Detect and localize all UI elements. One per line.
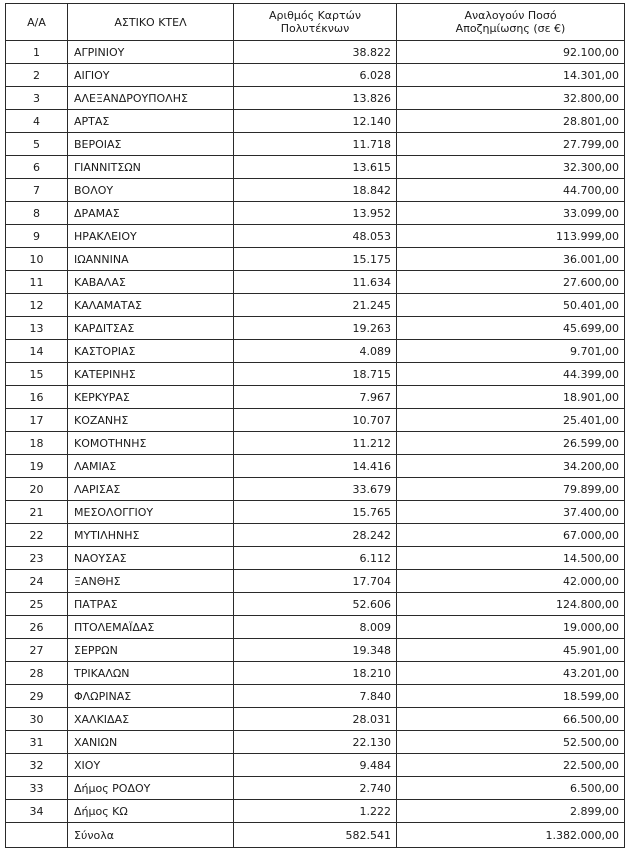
table-row [6,524,625,547]
table-body [6,41,625,823]
row-amount: 67.000,00 [397,524,625,547]
row-amount: 113.999,00 [397,225,625,248]
row-number: 33 [6,777,68,800]
row-cards: 18.715 [234,363,397,386]
row-cards: 38.822 [234,41,397,64]
row-ktel-name: ΒΟΛΟΥ [68,179,234,202]
row-number: 28 [6,662,68,685]
table-row [6,662,625,685]
row-number: 26 [6,616,68,639]
row-amount: 66.500,00 [397,708,625,731]
row-amount: 2.899,00 [397,800,625,823]
row-number: 24 [6,570,68,593]
row-number: 8 [6,202,68,225]
header-ktel: ΑΣΤΙΚΟ ΚΤΕΛ [68,4,234,41]
row-cards: 9.484 [234,754,397,777]
header-amount-line1: Αναλογούν Ποσό [464,9,557,22]
row-cards: 33.679 [234,478,397,501]
row-amount: 33.099,00 [397,202,625,225]
row-ktel-name: ΑΓΡΙΝΙΟΥ [68,41,234,64]
row-number: 3 [6,87,68,110]
table-row [6,616,625,639]
row-cards: 17.704 [234,570,397,593]
row-ktel-name: Δήμος ΚΩ [68,800,234,823]
row-ktel-name: ΚΟΖΑΝΗΣ [68,409,234,432]
row-ktel-name: ΓΙΑΝΝΙΤΣΩΝ [68,156,234,179]
row-cards: 15.175 [234,248,397,271]
row-amount: 45.901,00 [397,639,625,662]
table-row [6,363,625,386]
row-ktel-name: ΚΑΣΤΟΡΙΑΣ [68,340,234,363]
row-ktel-name: ΚΕΡΚΥΡΑΣ [68,386,234,409]
table-row [6,685,625,708]
row-ktel-name: ΚΑΛΑΜΑΤΑΣ [68,294,234,317]
row-number: 21 [6,501,68,524]
row-cards: 19.348 [234,639,397,662]
row-amount: 18.599,00 [397,685,625,708]
table-row [6,754,625,777]
totals-empty-cell [6,823,68,848]
row-amount: 79.899,00 [397,478,625,501]
row-cards: 10.707 [234,409,397,432]
row-cards: 28.242 [234,524,397,547]
table-row [6,409,625,432]
row-cards: 6.028 [234,64,397,87]
row-number: 25 [6,593,68,616]
totals-label: Σύνολα [68,823,234,848]
row-number: 27 [6,639,68,662]
row-amount: 124.800,00 [397,593,625,616]
row-number: 10 [6,248,68,271]
row-ktel-name: ΑΡΤΑΣ [68,110,234,133]
row-amount: 44.399,00 [397,363,625,386]
row-amount: 92.100,00 [397,41,625,64]
row-number: 34 [6,800,68,823]
row-cards: 15.765 [234,501,397,524]
row-ktel-name: ΛΑΜΙΑΣ [68,455,234,478]
row-number: 18 [6,432,68,455]
row-ktel-name: ΤΡΙΚΑΛΩΝ [68,662,234,685]
header-amount [397,4,625,41]
row-number: 13 [6,317,68,340]
table-row [6,386,625,409]
totals-cards: 582.541 [234,823,397,848]
row-ktel-name: ΚΑΤΕΡΙΝΗΣ [68,363,234,386]
row-amount: 34.200,00 [397,455,625,478]
row-amount: 42.000,00 [397,570,625,593]
row-cards: 1.222 [234,800,397,823]
table-row [6,64,625,87]
row-amount: 28.801,00 [397,110,625,133]
row-ktel-name: ΛΑΡΙΣΑΣ [68,478,234,501]
table-row [6,87,625,110]
row-amount: 18.901,00 [397,386,625,409]
row-number: 20 [6,478,68,501]
row-amount: 44.700,00 [397,179,625,202]
row-ktel-name: ΝΑΟΥΣΑΣ [68,547,234,570]
row-ktel-name: ΑΛΕΞΑΝΔΡΟΥΠΟΛΗΣ [68,87,234,110]
table-row [6,317,625,340]
header-aa: Α/Α [6,4,68,41]
table-row [6,501,625,524]
table-row [6,41,625,64]
row-cards: 4.089 [234,340,397,363]
row-amount: 9.701,00 [397,340,625,363]
row-number: 11 [6,271,68,294]
row-cards: 19.263 [234,317,397,340]
header-amount-line2: Αποζημίωσης (σε €) [455,22,566,35]
row-cards: 21.245 [234,294,397,317]
row-cards: 7.967 [234,386,397,409]
row-ktel-name: ΜΕΣΟΛΟΓΓΙΟΥ [68,501,234,524]
header-cards [234,4,397,41]
row-amount: 25.401,00 [397,409,625,432]
table-row [6,225,625,248]
table-row [6,639,625,662]
row-cards: 7.840 [234,685,397,708]
row-cards: 11.718 [234,133,397,156]
row-number: 31 [6,731,68,754]
row-ktel-name: ΠΤΟΛΕΜΑΪΔΑΣ [68,616,234,639]
document-page [5,3,625,848]
row-cards: 13.615 [234,156,397,179]
row-amount: 37.400,00 [397,501,625,524]
row-ktel-name: ΧΑΛΚΙΔΑΣ [68,708,234,731]
row-number: 2 [6,64,68,87]
row-ktel-name: ΔΡΑΜΑΣ [68,202,234,225]
row-amount: 26.599,00 [397,432,625,455]
row-cards: 13.952 [234,202,397,225]
table-row [6,708,625,731]
row-number: 30 [6,708,68,731]
row-number: 6 [6,156,68,179]
table-row [6,340,625,363]
table-row [6,156,625,179]
row-number: 16 [6,386,68,409]
header-row [6,4,625,41]
row-ktel-name: ΧΙΟΥ [68,754,234,777]
row-ktel-name: ΚΟΜΟΤΗΝΗΣ [68,432,234,455]
row-amount: 27.600,00 [397,271,625,294]
row-ktel-name: ΠΑΤΡΑΣ [68,593,234,616]
table-row [6,202,625,225]
table-row [6,800,625,823]
row-amount: 14.500,00 [397,547,625,570]
table-row [6,777,625,800]
row-number: 7 [6,179,68,202]
table-row [6,133,625,156]
row-ktel-name: ΒΕΡΟΙΑΣ [68,133,234,156]
row-cards: 28.031 [234,708,397,731]
row-amount: 45.699,00 [397,317,625,340]
row-ktel-name: ΜΥΤΙΛΗΝΗΣ [68,524,234,547]
row-amount: 32.800,00 [397,87,625,110]
row-amount: 6.500,00 [397,777,625,800]
row-ktel-name: ΣΕΡΡΩΝ [68,639,234,662]
row-cards: 14.416 [234,455,397,478]
row-number: 1 [6,41,68,64]
table-row [6,432,625,455]
table-row [6,248,625,271]
row-amount: 22.500,00 [397,754,625,777]
row-cards: 18.210 [234,662,397,685]
row-number: 22 [6,524,68,547]
row-ktel-name: ΞΑΝΘΗΣ [68,570,234,593]
table-row [6,570,625,593]
row-number: 4 [6,110,68,133]
row-amount: 52.500,00 [397,731,625,754]
row-number: 32 [6,754,68,777]
row-number: 19 [6,455,68,478]
row-cards: 52.606 [234,593,397,616]
row-number: 17 [6,409,68,432]
row-cards: 8.009 [234,616,397,639]
row-ktel-name: ΚΑΡΔΙΤΣΑΣ [68,317,234,340]
row-ktel-name: Δήμος ΡΟΔΟΥ [68,777,234,800]
row-cards: 11.634 [234,271,397,294]
row-number: 23 [6,547,68,570]
row-cards: 18.842 [234,179,397,202]
row-cards: 48.053 [234,225,397,248]
row-number: 14 [6,340,68,363]
table-row [6,179,625,202]
row-amount: 19.000,00 [397,616,625,639]
row-cards: 22.130 [234,731,397,754]
row-amount: 43.201,00 [397,662,625,685]
row-cards: 6.112 [234,547,397,570]
table-row [6,110,625,133]
row-ktel-name: ΦΛΩΡΙΝΑΣ [68,685,234,708]
row-cards: 11.212 [234,432,397,455]
row-amount: 36.001,00 [397,248,625,271]
row-number: 12 [6,294,68,317]
row-amount: 27.799,00 [397,133,625,156]
table-row [6,731,625,754]
row-number: 29 [6,685,68,708]
row-ktel-name: ΚΑΒΑΛΑΣ [68,271,234,294]
row-cards: 2.740 [234,777,397,800]
row-amount: 14.301,00 [397,64,625,87]
header-cards-line1: Αριθμός Καρτών [268,9,362,22]
row-cards: 13.826 [234,87,397,110]
table-row [6,593,625,616]
row-number: 15 [6,363,68,386]
row-amount: 32.300,00 [397,156,625,179]
row-ktel-name: ΙΩΑΝΝΙΝΑ [68,248,234,271]
table-row [6,478,625,501]
row-ktel-name: ΗΡΑΚΛΕΙΟΥ [68,225,234,248]
row-ktel-name: ΑΙΓΙΟΥ [68,64,234,87]
totals-amount: 1.382.000,00 [397,823,625,848]
table-row [6,271,625,294]
row-ktel-name: ΧΑΝΙΩΝ [68,731,234,754]
totals-row [6,823,625,848]
table-row [6,547,625,570]
row-cards: 12.140 [234,110,397,133]
row-amount: 50.401,00 [397,294,625,317]
compensation-table [5,3,625,848]
row-number: 9 [6,225,68,248]
table-row [6,455,625,478]
table-row [6,294,625,317]
header-cards-line2: Πολυτέκνων [280,22,350,35]
row-number: 5 [6,133,68,156]
